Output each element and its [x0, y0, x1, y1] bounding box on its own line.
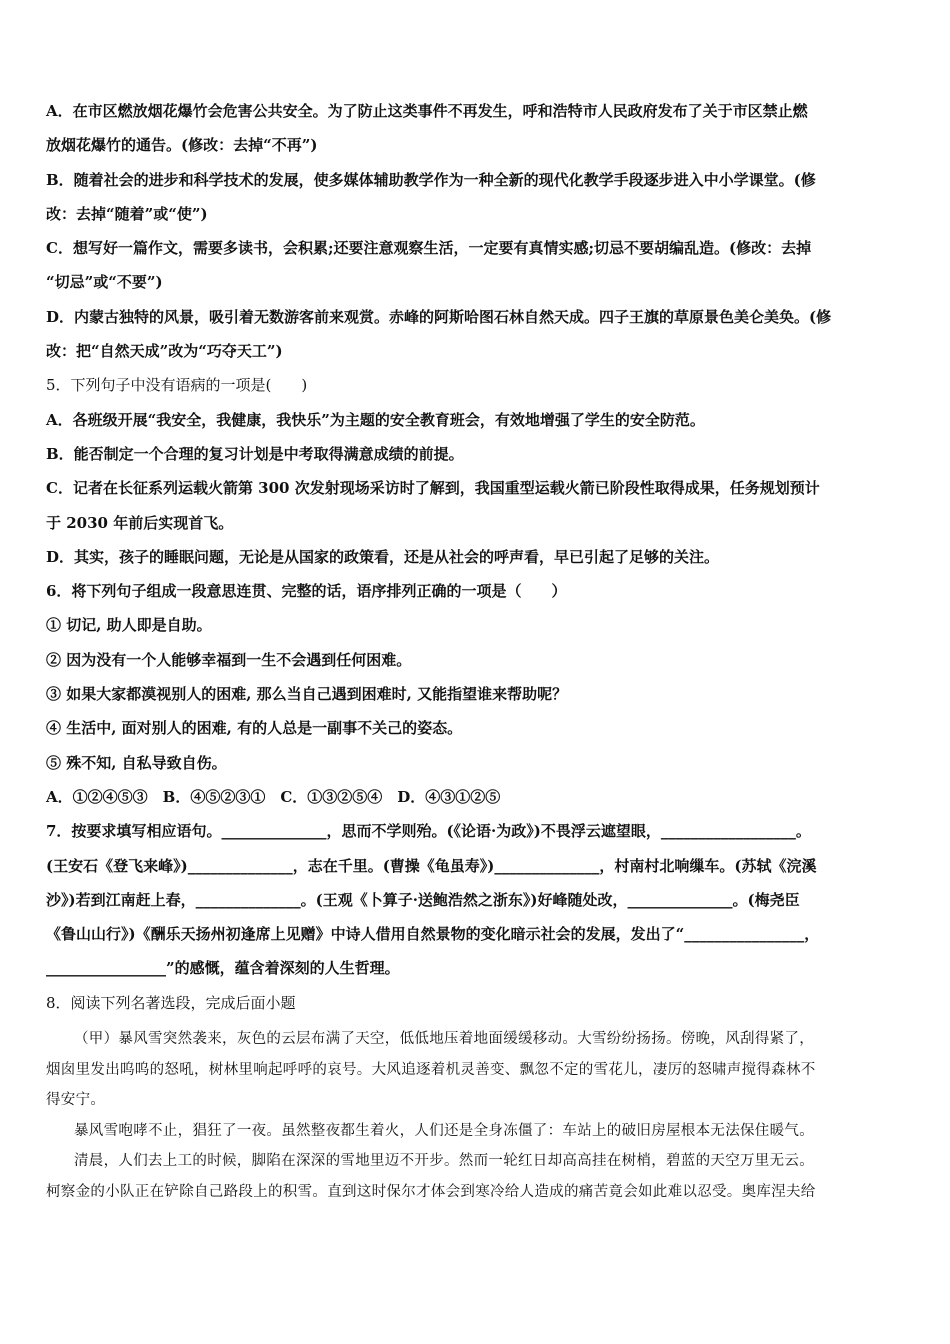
text-line: ① 切记, 助人即是自助。 — [46, 616, 212, 635]
text-line: 沙》)若到江南赶上春，______________。(王观《卜算子·送鲍浩然之浙东》)好峰随处改，______________。(梅尧臣 — [46, 890, 800, 909]
text-line: 8．阅读下列名著选段，完成后面小题 — [46, 993, 296, 1012]
text-line: C．想写好一篇作文，需要多读书，会积累;还要注意观察生活，一定要有真情实感;切忌不要胡编乱造。(修改：去掉 — [46, 239, 812, 258]
document-page — [46, 94, 908, 1207]
text-line: ② 因为没有一个人能够幸福到一生不会遇到任何困难。 — [46, 650, 412, 669]
passage-line: 清晨，人们去上工的时候，脚陷在深深的雪地里迈不开步。然而一轮红日却高高挂在树梢，碧蓝的天空万里无云。 — [74, 1153, 814, 1170]
text-line: 改：把“自然天成”改为“巧夺天工”) — [46, 342, 283, 361]
reading-passage — [46, 1024, 908, 1207]
question-lines — [46, 94, 908, 1020]
text-line: ③ 如果大家都漠视别人的困难, 那么当自己遇到困难时, 又能指望谁来帮助呢？ — [46, 685, 568, 704]
text-line: B．能否制定一个合理的复习计划是中考取得满意成绩的前提。 — [46, 444, 464, 463]
text-line: 《鲁山山行》)《酬乐天扬州初逢席上见赠》中诗人借用自然景物的变化暗示社会的发展，发出了“________________， — [46, 925, 820, 944]
text-line: 改：去掉“随着”或“使”) — [46, 204, 208, 223]
text-line: ________________”的感慨，蕴含着深刻的人生哲理。 — [46, 959, 400, 978]
passage-line: （甲）暴风雪突然袭来，灰色的云层布满了天空，低低地压着地面缓缓移动。大雪纷纷扬扬。傍晚，风刮得紧了， — [74, 1031, 814, 1048]
text-line: 5．下列句子中没有语病的一项是( ) — [46, 376, 308, 395]
text-line: C．记者在长征系列运载火箭第 300 次发射现场采访时了解到，我国重型运载火箭已阶段性取得成果，任务规划预计 — [46, 479, 820, 498]
passage-line: 得安宁。 — [46, 1092, 106, 1109]
text-line: “切忌”或“不要”) — [46, 273, 163, 292]
text-line: A．①②④⑤③ B．④⑤②③① C．①③②⑤④ D．④③①②⑤ — [46, 787, 501, 806]
passage-line: 烟囱里发出呜呜的怒吼，树林里响起呼呼的哀号。大风追逐着机灵善变、飘忽不定的雪花儿，凄厉的怒啸声搅得森林不 — [46, 1061, 816, 1078]
text-line: A．各班级开展“我安全，我健康，我快乐”为主题的安全教育班会，有效地增强了学生的安全防范。 — [46, 410, 705, 429]
text-line: D．内蒙古独特的风景，吸引着无数游客前来观赏。赤峰的阿斯哈图石林自然天成。四子王旗的草原景色美仑美奂。(修 — [46, 307, 832, 326]
text-line: B．随着社会的进步和科学技术的发展，使多媒体辅助教学作为一种全新的现代化教学手段逐步进入中小学课堂。(修 — [46, 170, 816, 189]
text-line: A．在市区燃放烟花爆竹会危害公共安全。为了防止这类事件不再发生，呼和浩特市人民政府发布了关于市区禁止燃 — [46, 102, 808, 120]
text-line: D．其实，孩子的睡眠问题，无论是从国家的政策看，还是从社会的呼声看，早已引起了足够的关注。 — [46, 547, 720, 566]
text-line: ④ 生活中, 面对别人的困难, 有的人总是一副事不关己的姿态。 — [46, 719, 463, 738]
passage-line: 暴风雪咆哮不止，猖狂了一夜。虽然整夜都生着火，人们还是全身冻僵了：车站上的破旧房屋根本无法保住暖气。 — [74, 1122, 814, 1139]
text-line: 7．按要求填写相应语句。______________，思而不学则殆。(《论语·为政》)不畏浮云遮望眼，__________________。 — [46, 822, 811, 841]
passage-line: 柯察金的小队正在铲除自己路段上的积雪。直到这时保尔才体会到寒冷给人造成的痛苦竟会如此难以忍受。奥库涅夫给 — [46, 1183, 816, 1200]
text-line: (王安石《登飞来峰》)______________，志在千里。(曹操《龟虽寿》)______________，村南村北响缫车。(苏轼《浣溪 — [46, 856, 817, 875]
text-line: 于 2030 年前后实现首飞。 — [46, 513, 234, 532]
text-line: 放烟花爆竹的通告。(修改：去掉“不再”) — [46, 136, 318, 155]
text-line: ⑤ 殊不知, 自私导致自伤。 — [46, 753, 227, 772]
text-line: 6．将下列句子组成一段意思连贯、完整的话，语序排列正确的一项是（ ） — [46, 582, 567, 601]
